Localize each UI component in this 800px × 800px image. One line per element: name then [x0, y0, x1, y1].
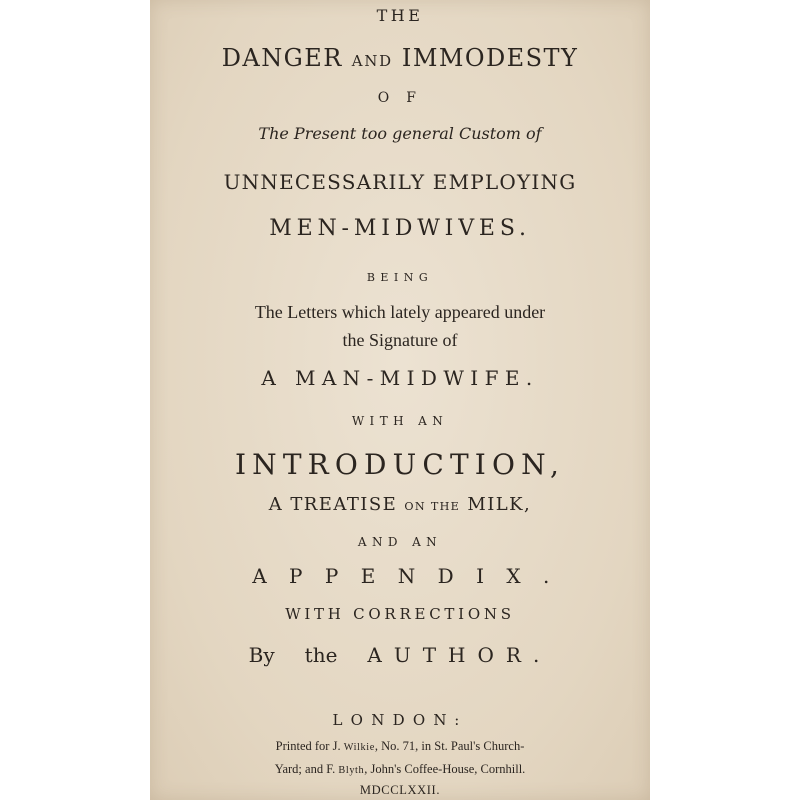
- title-appendix: APPENDIX.: [252, 564, 572, 588]
- imprint-line-1: [150, 740, 650, 753]
- by-the-author: [150, 645, 650, 665]
- imprint-line-2: [150, 763, 650, 776]
- heading-being: BEING: [366, 271, 434, 284]
- heading-the: THE: [376, 6, 424, 25]
- author-word: AUTHOR.: [367, 643, 552, 667]
- heading-of: O F: [377, 90, 423, 106]
- heading-and-an: AND AN: [357, 535, 443, 549]
- treatise-word: A TREATISE: [268, 494, 398, 515]
- title-danger-immodesty: [150, 46, 650, 70]
- title-immodesty-word: IMMODESTY: [401, 44, 579, 72]
- imprint-address-2: , John's Coffee-House, Cornhill.: [364, 762, 526, 776]
- subtitle-present-custom: The Present too general Custom of: [258, 124, 542, 143]
- title-men-midwives: MEN-MIDWIVES.: [269, 216, 531, 241]
- by-word: By: [248, 643, 275, 667]
- imprint-printer-wilkie: Wilkie: [343, 742, 375, 753]
- imprint-date: MDCCLXXII.: [359, 783, 441, 797]
- title-and-word: AND: [351, 52, 393, 70]
- heading-with-an: WITH AN: [351, 414, 449, 428]
- title-introduction: INTRODUCTION,: [234, 448, 566, 481]
- title-danger-word: DANGER: [221, 44, 343, 72]
- title-page: [150, 0, 650, 800]
- treatise-milk-word: MILK,: [467, 494, 532, 515]
- title-treatise-milk: [150, 496, 650, 514]
- imprint-printed-for: Printed for J.: [275, 739, 341, 753]
- imprint-address-1: , No. 71, in St. Paul's Church-: [374, 739, 525, 753]
- the-word: the: [304, 643, 338, 667]
- imprint-printer-blyth: Blyth: [338, 765, 365, 776]
- imprint-yard: Yard; and F.: [274, 762, 336, 776]
- treatise-on-the: ON THE: [404, 500, 461, 513]
- title-man-midwife: A MAN-MIDWIFE.: [261, 366, 539, 390]
- letters-line-1: The Letters which lately appeared under: [254, 302, 546, 322]
- imprint-london: LONDON:: [332, 711, 468, 729]
- letters-line-2: the Signature of: [342, 330, 458, 350]
- heading-with-corrections: WITH CORRECTIONS: [285, 605, 515, 623]
- title-unnecessarily: UNNECESSARILY EMPLOYING: [223, 170, 577, 194]
